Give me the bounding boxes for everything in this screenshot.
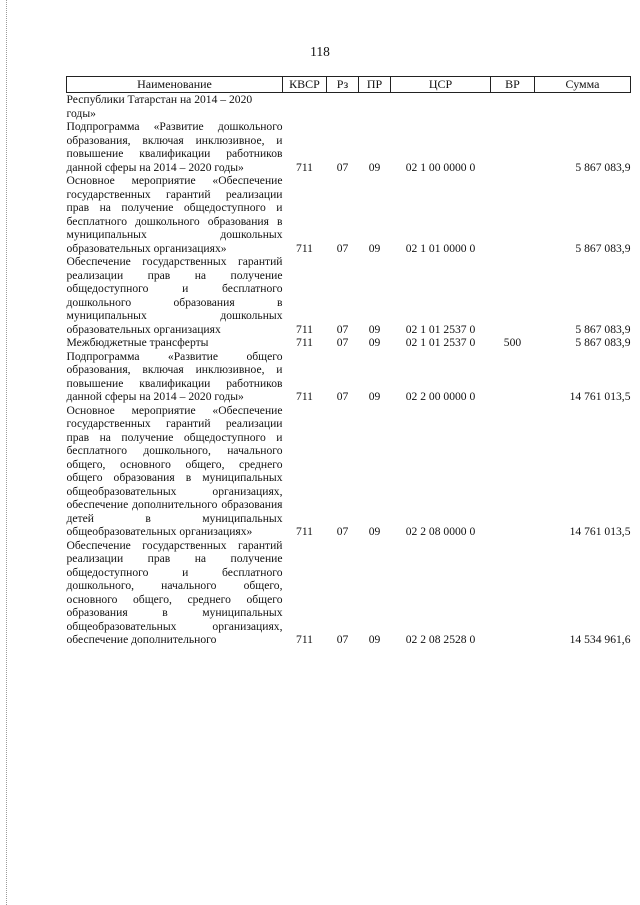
row-sum: 14 761 013,5 xyxy=(569,525,631,538)
table-row xyxy=(67,120,631,174)
row-rz: 07 xyxy=(336,336,349,349)
row-sum: 5 867 083,9 xyxy=(575,160,631,174)
table-row xyxy=(67,350,631,404)
table-row xyxy=(67,336,631,350)
row-csr: 02 1 01 2537 0 xyxy=(405,336,476,349)
header-sum: Сумма xyxy=(535,77,631,93)
row-sum xyxy=(535,93,631,121)
row-name: Обеспечение государственных гарантий реализации прав на получение общедоступного и бесплатного дошкольного образования в муниципальных дошкольных образовательных организациях xyxy=(66,255,283,336)
row-vr xyxy=(491,350,535,404)
header-vr: ВР xyxy=(491,77,535,93)
row-csr: 02 2 00 0000 0 xyxy=(405,390,476,403)
row-pr: 09 xyxy=(368,336,381,349)
header-pr: ПР xyxy=(359,77,391,93)
row-sum: 14 534 961,6 xyxy=(569,633,631,646)
row-pr: 09 xyxy=(368,160,381,174)
row-sum: 14 761 013,5 xyxy=(569,390,631,403)
row-kvsr: 711 xyxy=(296,160,313,174)
table-header xyxy=(67,77,631,93)
row-vr xyxy=(491,539,535,647)
table-row xyxy=(67,539,631,647)
row-vr xyxy=(491,120,535,174)
row-csr: 02 1 01 2537 0 xyxy=(405,322,476,336)
row-csr: 02 2 08 2528 0 xyxy=(405,633,476,646)
row-name: Основное мероприятие «Обеспечение государственных гарантий реализации прав на получение общедоступного и бесплатного дошкольного образования в муниципальных дошкольных образовательных организациях» xyxy=(66,174,283,255)
header-name: Наименование xyxy=(67,77,283,93)
row-pr: 09 xyxy=(368,525,381,538)
header-kvsr: КВСР xyxy=(283,77,327,93)
page-number: 118 xyxy=(310,44,330,59)
header-csr: ЦСР xyxy=(391,77,491,93)
row-pr: 09 xyxy=(368,241,381,255)
row-pr xyxy=(359,93,391,121)
row-csr xyxy=(391,93,491,121)
table-body xyxy=(67,93,631,647)
row-rz: 07 xyxy=(336,525,349,538)
row-pr: 09 xyxy=(368,390,381,403)
row-kvsr: 711 xyxy=(296,322,313,336)
row-vr xyxy=(491,404,535,539)
header-row xyxy=(67,77,631,93)
row-vr xyxy=(491,93,535,121)
row-sum: 5 867 083,9 xyxy=(575,336,631,349)
row-kvsr: 711 xyxy=(296,633,313,646)
row-kvsr: 711 xyxy=(296,336,313,349)
row-rz: 07 xyxy=(336,160,349,174)
row-rz: 07 xyxy=(336,633,349,646)
row-name: Основное мероприятие «Обеспечение государственных гарантий реализации прав на получение общедоступного и бесплатного дошкольного, начального общего, основного общего, среднего общего образования в муниципальных общеобразовательных организациях, обеспечение дополнительного образования детей в муниципальных общеобразовательных организациях» xyxy=(66,403,283,538)
table-row xyxy=(67,255,631,336)
row-name: Подпрограмма «Развитие общего образования, включая инклюзивное, и повышение квалификации работников данной сферы на 2014 – 2020 годы» xyxy=(66,349,283,403)
row-csr: 02 1 01 0000 0 xyxy=(405,241,476,255)
header-rz: Рз xyxy=(327,77,359,93)
table-row xyxy=(67,404,631,539)
row-csr: 02 1 00 0000 0 xyxy=(405,160,476,174)
row-csr: 02 2 08 0000 0 xyxy=(405,525,476,538)
row-kvsr: 711 xyxy=(296,241,313,255)
row-name: Обеспечение государственных гарантий реализации прав на получение общедоступного и бесплатного дошкольного, начального общего, основного общего, среднего общего образования в муниципальных общеобразовательных организациях, обеспечение дополнительного xyxy=(66,538,283,646)
budget-table xyxy=(66,76,631,647)
scan-edge-line xyxy=(6,0,7,905)
table-row xyxy=(67,93,631,121)
row-name: Подпрограмма «Развитие дошкольного образования, включая инклюзивное, и повышение квалификации работников данной сферы на 2014 – 2020 годы» xyxy=(66,120,283,174)
row-vr: 500 xyxy=(503,336,522,349)
row-rz xyxy=(327,93,359,121)
row-name: Республики Татарстан на 2014 – 2020 годы» xyxy=(66,93,253,120)
table-row xyxy=(67,174,631,255)
row-vr xyxy=(491,174,535,255)
row-name: Межбюджетные трансферты xyxy=(66,336,209,349)
row-kvsr: 711 xyxy=(296,525,313,538)
row-rz: 07 xyxy=(336,322,349,336)
row-sum: 5 867 083,9 xyxy=(575,322,631,336)
row-pr: 09 xyxy=(368,633,381,646)
row-pr: 09 xyxy=(368,322,381,336)
row-sum: 5 867 083,9 xyxy=(575,241,631,255)
row-kvsr xyxy=(283,93,327,121)
row-vr xyxy=(491,255,535,336)
row-kvsr: 711 xyxy=(296,390,313,403)
row-rz: 07 xyxy=(336,241,349,255)
row-rz: 07 xyxy=(336,390,349,403)
